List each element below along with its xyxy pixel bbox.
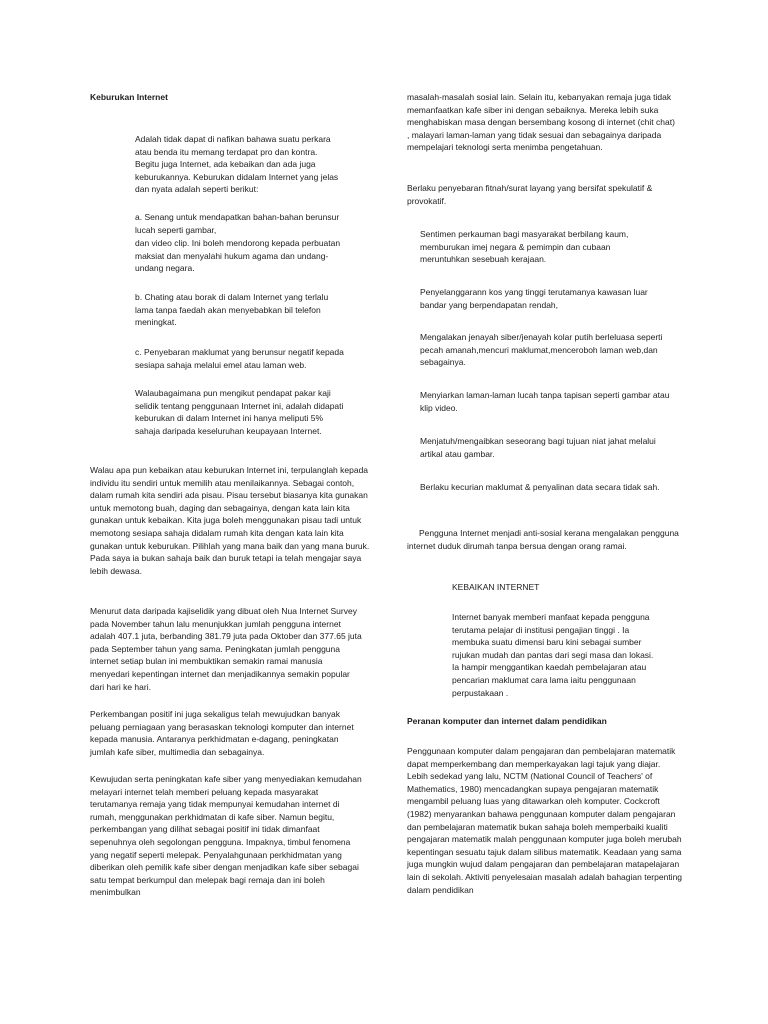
list-item-c: c. Penyebaran maklumat yang berunsur negatif kepada sesiapa sahaja melalui emel atau laman web. bbox=[135, 347, 344, 370]
kebaikan-heading: KEBAIKAN INTERNET bbox=[452, 582, 540, 592]
bullet-item: Penyelanggarann kos yang tinggi terutamanya kawasan luar bandar yang berpendapatan rendah, bbox=[420, 287, 648, 310]
list-item-b: b. Chating atau borak di dalam Internet yang terlalu lama tanpa faedah akan menyebabkan bil telefon meningkat. bbox=[135, 292, 329, 328]
bullet-item: Mengalakan jenayah siber/jenayah kolar putih berleluasa seperti pecah amanah,mencuri maklumat,menceroboh laman web,dan sebagainya. bbox=[420, 332, 663, 368]
note-paragraph: Walaubagaimana pun mengikut pendapat pakar kaji selidik tentang penggunaan Internet ini, adalah didapati keburukan di dalam Internet ini hanya meliputi 5% sahaja daripada keseluruhan keupayaan Internet. bbox=[135, 388, 344, 436]
body-paragraph: Penggunaan komputer dalam pengajaran dan pembelajaran matematik dapat memperkembang dan memperkayakan lagi tajuk yang diajar. Lebih sedekad yang lalu, NCTM (National Council of Teachers' of Mathematics, 1980) mencadangkan supaya pengajaran matematik mengambil peluang luas yang ditawarkan oleh komputer. Cockcroft (1982) menyarankan bahawa penggunaan komputer dalam pengajaran dan pembelajaran matematik bukan sahaja boleh memperbaiki kualiti pengajaran matematik malah penggunaan komputer juga boleh merubah kepentingan sesuatu tajuk dalam silibus matematik. Keadaan yang sama juga mungkin wujud dalam pengajaran dan pembelajaran matapelajaran lain di sekolah. Aktiviti penyelesaian masalah adalah bahagian terpenting dalam pendidikan bbox=[407, 746, 683, 895]
section-heading: Peranan komputer dan internet dalam pendidikan bbox=[407, 716, 607, 726]
body-paragraph: Kewujudan serta peningkatan kafe siber yang menyediakan kemudahan melayari internet telah memberi peluang kepada masyarakat terutamanya remaja yang tidak mempunyai kemudahan internet di rumah, menggunakan perkhidmatan di kafe siber. Namun begitu, perkembangan yang dilihat sebagai positif ini tidak dimanfaat sepenuhnya oleh segolongan pengguna. Impaknya, timbul fenomena yang negatif seperti melepak. Penyalahgunaan perkhidmatan yang diberikan oleh pemilik kafe siber dengan menjadikan kafe siber sebagai satu tempat berkumpul dan melepak bagi remaja dan ini boleh menimbulkan bbox=[90, 774, 362, 898]
body-paragraph: Pengguna Internet menjadi anti-sosial kerana mengalakan pengguna internet duduk dirumah tanpa bersua dengan orang ramai. bbox=[407, 528, 679, 551]
body-paragraph: Menurut data daripada kajiselidik yang dibuat oleh Nua Internet Survey pada November tahun lalu menunjukkan jumlah pengguna internet adalah 407.1 juta, berbanding 381.79 juta pada Oktober dan 377.65 juta pada September tahun yang sama. Peningkatan jumlah pengguna internet setiap bulan ini membuktikan semakin ramai manusia menyedari kepentingan internet dan menjadikannya semakin popular dari hari ke hari. bbox=[90, 606, 362, 692]
list-item-a-continued: dan video clip. Ini boleh mendorong kepada perbuatan maksiat dan menyalahi hukum agama dan undang-undang negara. bbox=[135, 238, 341, 274]
body-paragraph: masalah-masalah sosial lain. Selain itu, kebanyakan remaja juga tidak memanfaatkan kafe siber ini dengan sebaiknya. Mereka lebih suka menghabiskan masa dengan bersembang kosong di internet (chit chat) , malayari laman-laman yang tidak sesuai dan sebagainya daripada mempelajari teknologi serta menimba pengetahuan. bbox=[407, 92, 675, 153]
bullet-item: Menyiarkan laman-laman lucah tanpa tapisan seperti gambar atau klip video. bbox=[420, 390, 670, 413]
intro-paragraph: Adalah tidak dapat di nafikan bahawa suatu perkara atau benda itu memang terdapat pro dan kontra. Begitu juga Internet, ada kebaikan dan ada juga keburukannya. Keburukan didalam Internet yang jelas dan nyata adalah seperti berikut: bbox=[135, 134, 339, 195]
list-item-a: a. Senang untuk mendapatkan bahan-bahan berunsur lucah seperti gambar, bbox=[135, 212, 340, 235]
bullet-item: Menjatuh/mengaibkan seseorang bagi tujuan niat jahat melalui artikal atau gambar. bbox=[420, 436, 656, 459]
bullet-item: Berlaku kecurian maklumat & penyalinan data secara tidak sah. bbox=[420, 482, 660, 492]
bullet-item: Berlaku penyebaran fitnah/surat layang yang bersifat spekulatif & provokatif. bbox=[407, 183, 653, 206]
kebaikan-paragraph: Internet banyak memberi manfaat kepada pengguna terutama pelajar di institusi pengajian tinggi . Ia membuka suatu dimensi baru kini sebagai sumber rujukan mudah dan pantas dari segi masa dan lokasi. Ia hampir menggantikan kaedah pembelajaran atau pencarian maklumat cara lama iaitu penggunaan perpustakaan . bbox=[452, 612, 654, 698]
section-title: Keburukan Internet bbox=[90, 92, 168, 102]
bullet-item: Sentimen perkauman bagi masyarakat berbilang kaum, memburukan imej negara & pemimpin dan cubaan meruntuhkan sesebuah kerajaan. bbox=[420, 229, 629, 265]
body-paragraph: Perkembangan positif ini juga sekaligus telah mewujudkan banyak peluang perniagaan yang berasaskan teknologi komputer dan internet kepada manusia. Antaranya perkhidmatan e-dagang, peningkatan jumlah kafe siber, multimedia dan sebagainya. bbox=[90, 709, 354, 757]
body-paragraph: Walau apa pun kebaikan atau keburukan Internet ini, terpulanglah kepada individu itu sendiri untuk memilih atau menilaikannya. Sebagai contoh, dalam rumah kita sendiri ada pisau. Pisau tersebut biasanya kita gunakan untuk memotong buah, daging dan sebagainya, dengan kata lain kita gunakan untuk kebaikan. Kita juga boleh menggunakan pisau tadi untuk memotong sesiapa sahaja didalam rumah kita dengan kata lain kita gunakan untuk keburukan. Pilihlah yang mana baik dan yang mana buruk. Pada saya ia bukan sahaja baik dan buruk tetapi ia telah mengajar saya lebih dewasa. bbox=[90, 465, 370, 576]
